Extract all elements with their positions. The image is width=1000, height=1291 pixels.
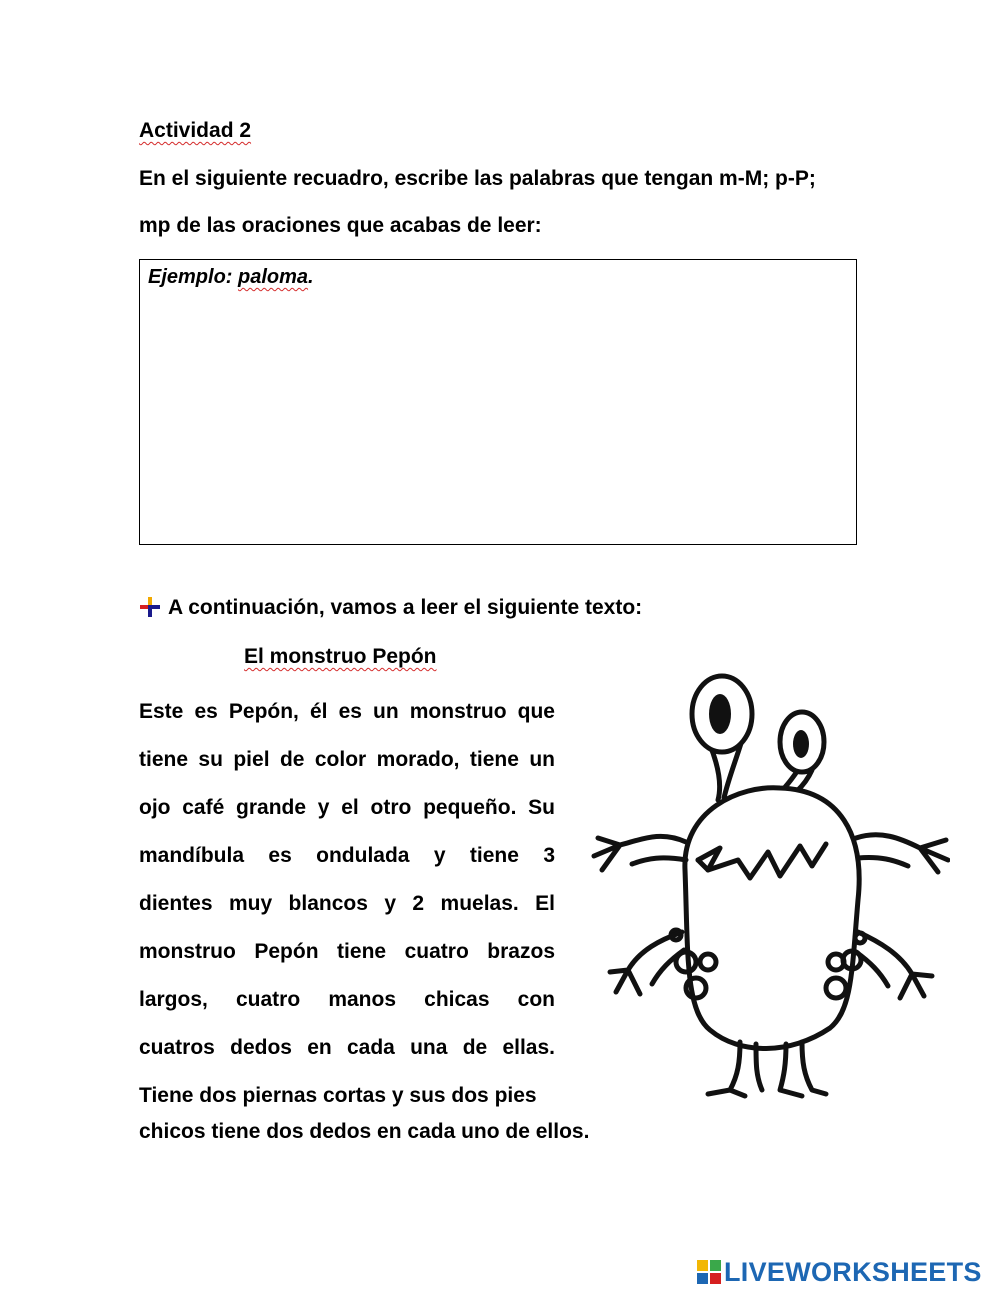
story-final-line: chicos tiene dos dedos en cada uno de ellos. <box>139 1120 590 1143</box>
example-suffix: . <box>308 266 314 288</box>
activity-heading <box>139 119 251 143</box>
story-title <box>244 645 437 669</box>
story-line: ojo café grande y el otro pequeño. Su <box>139 796 555 819</box>
story-line: Tiene dos piernas cortas y sus dos pies <box>139 1084 537 1107</box>
story-line: Este es Pepón, él es un monstruo que <box>139 700 555 723</box>
footer-brand <box>696 1258 982 1286</box>
footer-brand-text: LIVEWORKSHEETS <box>724 1256 982 1287</box>
instruction-line-2: mp de las oraciones que acabas de leer: <box>139 214 542 237</box>
story-line: tiene su piel de color morado, tiene un <box>139 748 555 771</box>
plus-cross-icon <box>139 596 161 618</box>
example-word: paloma <box>238 266 309 288</box>
monster-illustration <box>590 670 950 1100</box>
activity-heading-text: Actividad 2 <box>139 119 252 142</box>
example-text <box>148 266 314 289</box>
story-line: largos, cuatro manos chicas con <box>139 988 555 1011</box>
example-prefix: Ejemplo: <box>148 266 239 288</box>
intro-text: A continuación, vamos a leer el siguiente texto: <box>168 596 643 619</box>
instruction-line-1: En el siguiente recuadro, escribe las palabras que tengan m-M; p-P; <box>139 167 816 190</box>
answer-box[interactable] <box>139 259 857 545</box>
liveworksheets-logo-icon <box>696 1259 722 1285</box>
story-line: cuatros dedos en cada una de ellas. <box>139 1036 555 1059</box>
story-line: mandíbula es ondulada y tiene 3 <box>139 844 555 867</box>
story-line: dientes muy blancos y 2 muelas. El <box>139 892 555 915</box>
story-line: monstruo Pepón tiene cuatro brazos <box>139 940 555 963</box>
story-paragraph <box>139 688 555 1120</box>
story-title-text: El monstruo Pepón <box>244 645 437 668</box>
